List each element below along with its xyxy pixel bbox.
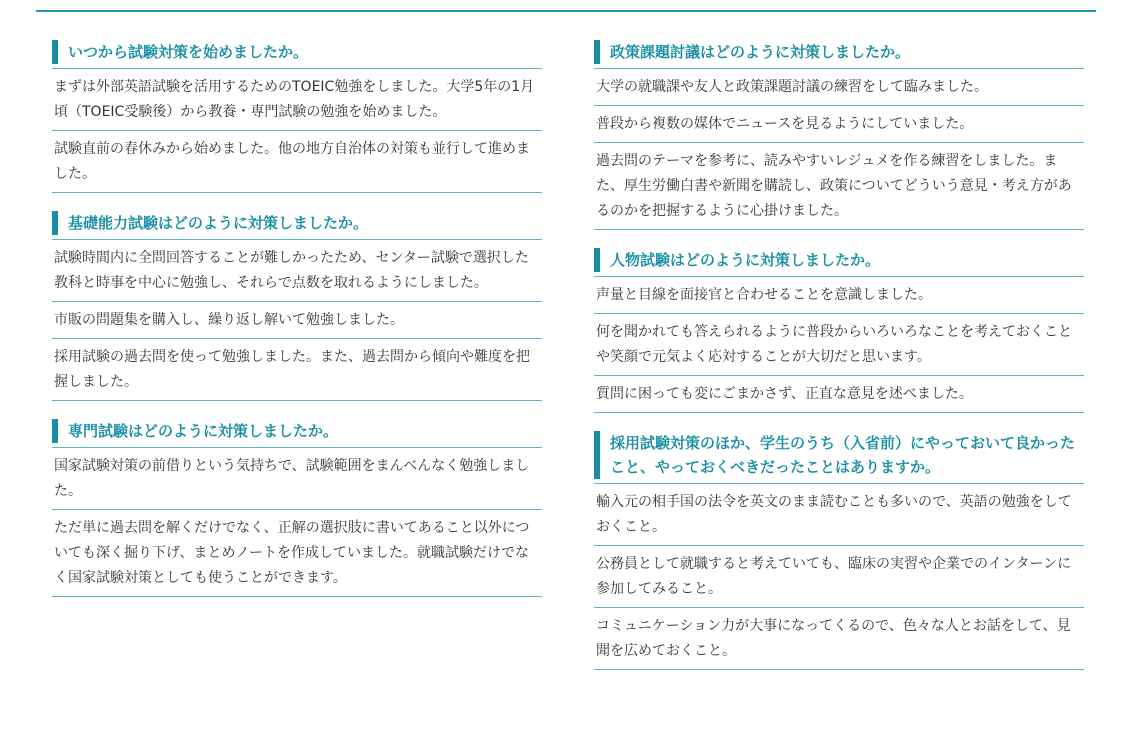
answer-item: コミュニケーション力が大事になってくるので、色々な人とお話をして、見聞を広めておくこと。 <box>594 608 1084 670</box>
heading-accent-bar <box>594 248 600 272</box>
heading-accent-bar <box>52 419 58 443</box>
left-column <box>52 40 542 615</box>
section-heading: いつから試験対策を始めましたか。 <box>52 40 542 69</box>
answer-item: 何を聞かれても答えられるように普段からいろいろなことを考えておくことや笑顔で元気よく応対することが大切だと思います。 <box>594 314 1084 376</box>
answer-item: 採用試験の過去問を使って勉強しました。また、過去問から傾向や難度を把握しました。 <box>52 339 542 401</box>
answer-item: 試験直前の春休みから始めました。他の地方自治体の対策も並行して進めました。 <box>52 131 542 193</box>
answer-item: 声量と目線を面接官と合わせることを意識しました。 <box>594 277 1084 314</box>
right-column <box>594 40 1084 688</box>
qa-section-policy-discussion <box>594 40 1084 230</box>
answer-item: 大学の就職課や友人と政策課題討議の練習をして臨みました。 <box>594 69 1084 106</box>
answer-item: 公務員として就職すると考えていても、臨床の実習や企業でのインターンに参加してみること。 <box>594 546 1084 608</box>
qa-section-student-advice <box>594 431 1084 670</box>
heading-accent-bar <box>594 431 600 479</box>
qa-section-specialized <box>52 419 542 597</box>
qa-section-start-timing <box>52 40 542 193</box>
answer-item: 試験時間内に全問回答することが難しかったため、センター試験で選択した教科と時事を中心に勉強し、それらで点数を取れるようにしました。 <box>52 240 542 302</box>
qa-section-basic-ability <box>52 211 542 401</box>
section-heading: 政策課題討議はどのように対策しましたか。 <box>594 40 1084 69</box>
section-heading: 人物試験はどのように対策しましたか。 <box>594 248 1084 277</box>
heading-accent-bar <box>594 40 600 64</box>
section-heading: 採用試験対策のほか、学生のうち（入省前）にやっておいて良かったこと、やっておくべきだったことはありますか。 <box>594 431 1084 484</box>
section-heading: 基礎能力試験はどのように対策しましたか。 <box>52 211 542 240</box>
answer-item: 輸入元の相手国の法令を英文のまま読むことも多いので、英語の勉強をしておくこと。 <box>594 484 1084 546</box>
answer-item: ただ単に過去問を解くだけでなく、正解の選択肢に書いてあること以外についても深く掘り下げ、まとめノートを作成していました。就職試験だけでなく国家試験対策としても使うことができます。 <box>52 510 542 597</box>
answer-item: 質問に困っても変にごまかさず、正直な意見を述べました。 <box>594 376 1084 413</box>
answer-item: 市販の問題集を購入し、繰り返し解いて勉強しました。 <box>52 302 542 339</box>
answer-item: まずは外部英語試験を活用するためのTOEIC勉強をしました。大学5年の1月頃（TOEIC受験後）から教養・専門試験の勉強を始めました。 <box>52 69 542 131</box>
section-heading: 専門試験はどのように対策しましたか。 <box>52 419 542 448</box>
answer-item: 国家試験対策の前借りという気持ちで、試験範囲をまんべんなく勉強しました。 <box>52 448 542 510</box>
qa-section-interview <box>594 248 1084 413</box>
top-divider <box>36 10 1096 12</box>
heading-accent-bar <box>52 211 58 235</box>
heading-accent-bar <box>52 40 58 64</box>
answer-item: 普段から複数の媒体でニュースを見るようにしていました。 <box>594 106 1084 143</box>
answer-item: 過去問のテーマを参考に、読みやすいレジュメを作る練習をしました。また、厚生労働白書や新聞を購読し、政策についてどういう意見・考え方があるのかを把握するように心掛けました。 <box>594 143 1084 230</box>
